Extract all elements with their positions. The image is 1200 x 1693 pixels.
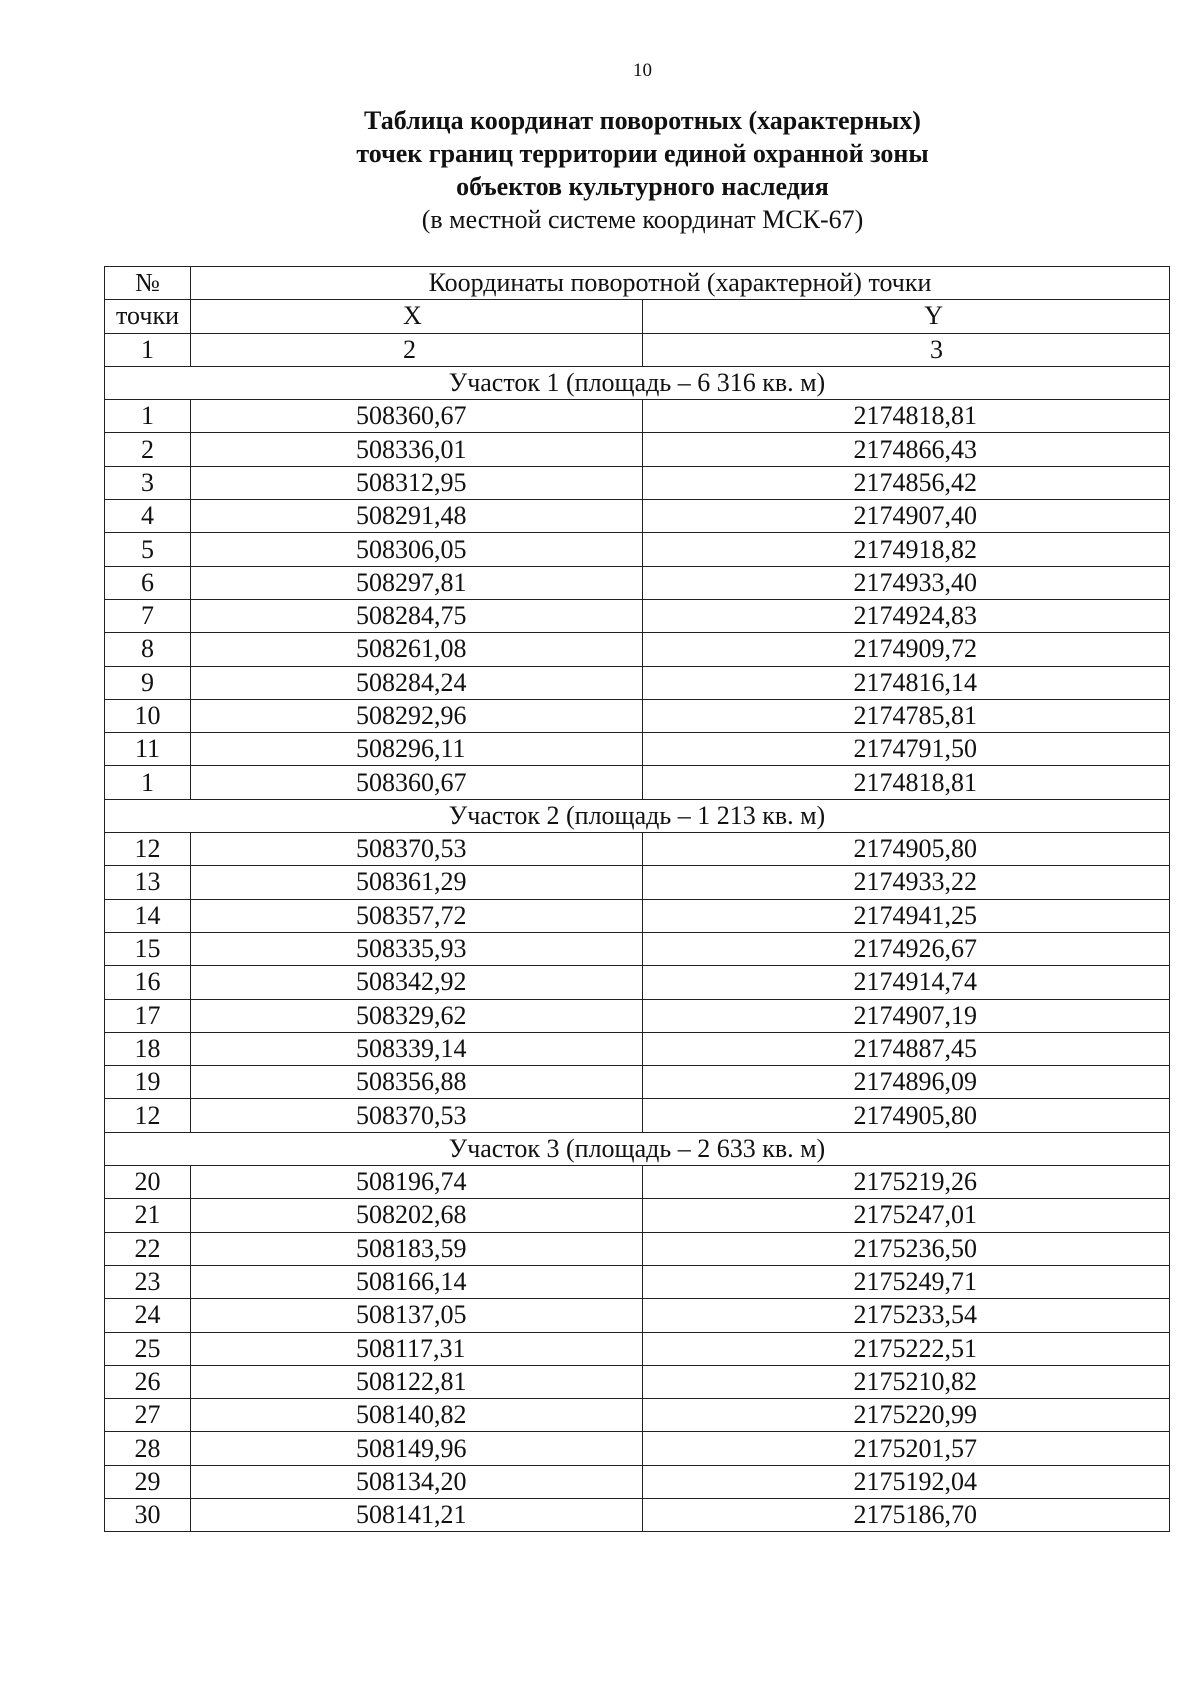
y-coordinate-cell: 2174914,74	[643, 966, 1170, 999]
y-coordinate-cell: 2174907,40	[643, 500, 1170, 533]
header-row-1	[105, 267, 1170, 300]
header-coords-title: Координаты поворотной (характерной) точки	[191, 267, 1170, 300]
x-coordinate-cell: 508329,62	[191, 999, 643, 1032]
y-coordinate-cell: 2175192,04	[643, 1465, 1170, 1498]
y-coordinate-cell: 2175201,57	[643, 1432, 1170, 1465]
table-row	[105, 1498, 1170, 1531]
x-coordinate-cell: 508122,81	[191, 1365, 643, 1398]
y-coordinate-cell: 2174818,81	[643, 766, 1170, 799]
x-coordinate-cell: 508166,14	[191, 1265, 643, 1298]
y-coordinate-cell: 2175219,26	[643, 1166, 1170, 1199]
table-row	[105, 1465, 1170, 1498]
header-num-label: точки	[105, 300, 191, 333]
section-title: Участок 1 (площадь – 6 316 кв. м)	[105, 366, 1170, 399]
x-coordinate-cell: 508336,01	[191, 433, 643, 466]
x-coordinate-cell: 508357,72	[191, 899, 643, 932]
point-number-cell: 10	[105, 699, 191, 732]
table-row	[105, 1066, 1170, 1099]
x-coordinate-cell: 508339,14	[191, 1032, 643, 1065]
table-row	[105, 1332, 1170, 1365]
column-number-2: 2	[191, 333, 643, 366]
y-coordinate-cell: 2174785,81	[643, 699, 1170, 732]
y-coordinate-cell: 2174918,82	[643, 533, 1170, 566]
x-coordinate-cell: 508335,93	[191, 932, 643, 965]
table-row	[105, 699, 1170, 732]
x-coordinate-cell: 508141,21	[191, 1498, 643, 1531]
y-coordinate-cell: 2174924,83	[643, 599, 1170, 632]
x-coordinate-cell: 508140,82	[191, 1399, 643, 1432]
y-coordinate-cell: 2174791,50	[643, 733, 1170, 766]
x-coordinate-cell: 508202,68	[191, 1199, 643, 1232]
point-number-cell: 8	[105, 633, 191, 666]
x-coordinate-cell: 508306,05	[191, 533, 643, 566]
table-row	[105, 666, 1170, 699]
y-coordinate-cell: 2174941,25	[643, 899, 1170, 932]
title-subtitle: (в местной системе координат МСК-67)	[421, 205, 864, 234]
header-row-2	[105, 300, 1170, 333]
point-number-cell: 14	[105, 899, 191, 932]
column-number-3: 3	[643, 333, 1170, 366]
table-row	[105, 500, 1170, 533]
table-row	[105, 1399, 1170, 1432]
y-coordinate-cell: 2174816,14	[643, 666, 1170, 699]
x-coordinate-cell: 508284,24	[191, 666, 643, 699]
table-row	[105, 1432, 1170, 1465]
table-row	[105, 1365, 1170, 1398]
y-coordinate-cell: 2175236,50	[643, 1232, 1170, 1265]
point-number-cell: 26	[105, 1365, 191, 1398]
point-number-cell: 16	[105, 966, 191, 999]
point-number-cell: 25	[105, 1332, 191, 1365]
section-title: Участок 3 (площадь – 2 633 кв. м)	[105, 1132, 1170, 1165]
table-row	[105, 533, 1170, 566]
point-number-cell: 12	[105, 833, 191, 866]
point-number-cell: 17	[105, 999, 191, 1032]
y-coordinate-cell: 2175210,82	[643, 1365, 1170, 1398]
y-coordinate-cell: 2174933,40	[643, 566, 1170, 599]
y-coordinate-cell: 2174907,19	[643, 999, 1170, 1032]
title-block	[0, 104, 1200, 237]
x-coordinate-cell: 508137,05	[191, 1299, 643, 1332]
x-coordinate-cell: 508149,96	[191, 1432, 643, 1465]
section-header-row	[105, 799, 1170, 832]
point-number-cell: 21	[105, 1199, 191, 1232]
table-row	[105, 966, 1170, 999]
point-number-cell: 27	[105, 1399, 191, 1432]
header-y: Y	[643, 300, 1170, 333]
point-number-cell: 19	[105, 1066, 191, 1099]
table-row	[105, 633, 1170, 666]
x-coordinate-cell: 508134,20	[191, 1465, 643, 1498]
point-number-cell: 28	[105, 1432, 191, 1465]
table-row	[105, 899, 1170, 932]
point-number-cell: 24	[105, 1299, 191, 1332]
x-coordinate-cell: 508370,53	[191, 1099, 643, 1132]
point-number-cell: 7	[105, 599, 191, 632]
x-coordinate-cell: 508292,96	[191, 699, 643, 732]
x-coordinate-cell: 508356,88	[191, 1066, 643, 1099]
coordinates-table	[104, 266, 1170, 1532]
y-coordinate-cell: 2174887,45	[643, 1032, 1170, 1065]
point-number-cell: 1	[105, 766, 191, 799]
x-coordinate-cell: 508117,31	[191, 1332, 643, 1365]
x-coordinate-cell: 508261,08	[191, 633, 643, 666]
title-line-2: точек границ территории единой охранной зоны	[356, 139, 929, 168]
table-row	[105, 1032, 1170, 1065]
section-title: Участок 2 (площадь – 1 213 кв. м)	[105, 799, 1170, 832]
point-number-cell: 2	[105, 433, 191, 466]
point-number-cell: 1	[105, 400, 191, 433]
table-row	[105, 1232, 1170, 1265]
point-number-cell: 12	[105, 1099, 191, 1132]
table-row	[105, 999, 1170, 1032]
point-number-cell: 22	[105, 1232, 191, 1265]
table-row	[105, 1199, 1170, 1232]
x-coordinate-cell: 508370,53	[191, 833, 643, 866]
x-coordinate-cell: 508296,11	[191, 733, 643, 766]
y-coordinate-cell: 2174905,80	[643, 833, 1170, 866]
point-number-cell: 6	[105, 566, 191, 599]
section-header-row	[105, 366, 1170, 399]
table-row	[105, 466, 1170, 499]
x-coordinate-cell: 508183,59	[191, 1232, 643, 1265]
point-number-cell: 20	[105, 1166, 191, 1199]
table-row	[105, 866, 1170, 899]
table-row	[105, 400, 1170, 433]
point-number-cell: 29	[105, 1465, 191, 1498]
table-row	[105, 1099, 1170, 1132]
x-coordinate-cell: 508360,67	[191, 400, 643, 433]
table-row	[105, 1265, 1170, 1298]
x-coordinate-cell: 508284,75	[191, 599, 643, 632]
x-coordinate-cell: 508291,48	[191, 500, 643, 533]
x-coordinate-cell: 508361,29	[191, 866, 643, 899]
table-row	[105, 1299, 1170, 1332]
y-coordinate-cell: 2174896,09	[643, 1066, 1170, 1099]
coordinates-table-body	[105, 267, 1170, 1532]
point-number-cell: 15	[105, 932, 191, 965]
column-number-1: 1	[105, 333, 191, 366]
y-coordinate-cell: 2174933,22	[643, 866, 1170, 899]
point-number-cell: 13	[105, 866, 191, 899]
table-row	[105, 566, 1170, 599]
y-coordinate-cell: 2175186,70	[643, 1498, 1170, 1531]
page-number: 10	[633, 60, 652, 81]
x-coordinate-cell: 508342,92	[191, 966, 643, 999]
y-coordinate-cell: 2175220,99	[643, 1399, 1170, 1432]
y-coordinate-cell: 2175249,71	[643, 1265, 1170, 1298]
table-row	[105, 599, 1170, 632]
table-row	[105, 1166, 1170, 1199]
y-coordinate-cell: 2175222,51	[643, 1332, 1170, 1365]
point-number-cell: 23	[105, 1265, 191, 1298]
y-coordinate-cell: 2174818,81	[643, 400, 1170, 433]
section-header-row	[105, 1132, 1170, 1165]
header-x: X	[191, 300, 643, 333]
point-number-cell: 5	[105, 533, 191, 566]
point-number-cell: 4	[105, 500, 191, 533]
table-row	[105, 932, 1170, 965]
table-row	[105, 433, 1170, 466]
table-row	[105, 733, 1170, 766]
header-num-sign: №	[105, 267, 191, 300]
y-coordinate-cell: 2174926,67	[643, 932, 1170, 965]
y-coordinate-cell: 2175247,01	[643, 1199, 1170, 1232]
title-line-3: объектов культурного наследия	[456, 172, 829, 201]
column-number-row	[105, 333, 1170, 366]
point-number-cell: 11	[105, 733, 191, 766]
x-coordinate-cell: 508297,81	[191, 566, 643, 599]
point-number-cell: 3	[105, 466, 191, 499]
x-coordinate-cell: 508312,95	[191, 466, 643, 499]
point-number-cell: 9	[105, 666, 191, 699]
table-row	[105, 833, 1170, 866]
y-coordinate-cell: 2175233,54	[643, 1299, 1170, 1332]
x-coordinate-cell: 508196,74	[191, 1166, 643, 1199]
point-number-cell: 30	[105, 1498, 191, 1531]
table-row	[105, 766, 1170, 799]
x-coordinate-cell: 508360,67	[191, 766, 643, 799]
title-line-1: Таблица координат поворотных (характерных)	[364, 106, 921, 135]
y-coordinate-cell: 2174866,43	[643, 433, 1170, 466]
y-coordinate-cell: 2174905,80	[643, 1099, 1170, 1132]
y-coordinate-cell: 2174856,42	[643, 466, 1170, 499]
y-coordinate-cell: 2174909,72	[643, 633, 1170, 666]
point-number-cell: 18	[105, 1032, 191, 1065]
